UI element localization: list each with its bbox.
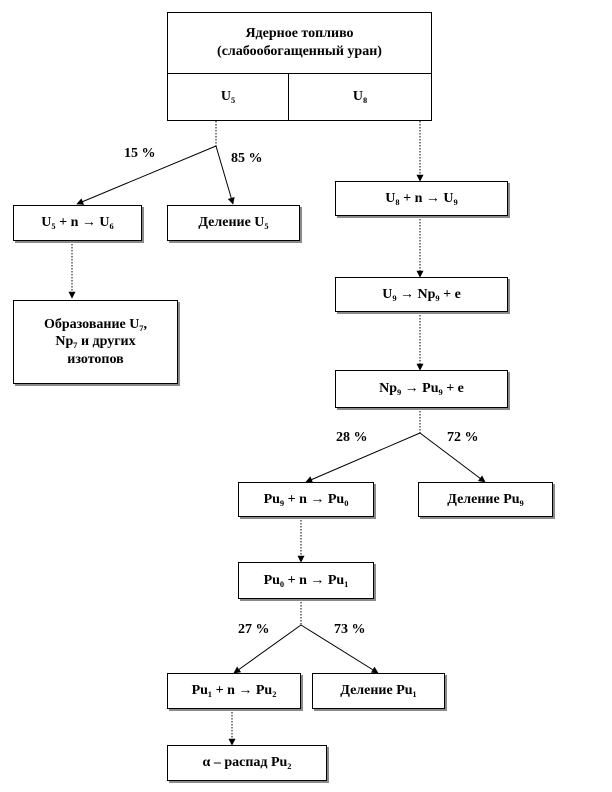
pct-u5-capture: 15 % (124, 146, 156, 161)
pct-pu1-capture: 27 % (238, 622, 270, 637)
u9-decay-box: U₉ → Np₉ + e (335, 277, 508, 312)
pu1-fission-box: Деление Pu₁ (312, 673, 445, 709)
u8-cell: U₈ (288, 73, 432, 121)
u5-capture-box: U₅ + n → U₆ (13, 205, 142, 241)
u5-fission-box: Деление U₅ (167, 205, 300, 241)
pct-u5-fission: 85 % (231, 151, 263, 166)
pu9-fission-box: Деление Pu₉ (418, 482, 553, 517)
pu1-capture-box: Pu₁ + n → Pu₂ (167, 673, 301, 709)
pu2-decay-box: α – распад Pu₂ (167, 745, 327, 781)
fuel-title: Ядерное топливо (слабообогащенный уран) (167, 12, 432, 73)
u5-cell: U₅ (167, 73, 289, 121)
pu9-capture-box: Pu₉ + n → Pu₀ (238, 482, 374, 517)
isotopes-box: Образование U₇, Np₇ и других изотопов (13, 300, 178, 384)
pct-pu9-capture: 28 % (336, 430, 368, 445)
pct-pu9-fission: 72 % (447, 430, 479, 445)
u8-capture-box: U₈ + n → U₉ (335, 181, 508, 216)
np9-decay-box: Np₉ → Pu₉ + e (335, 370, 508, 408)
pu0-capture-box: Pu₀ + n → Pu₁ (238, 562, 374, 599)
pct-pu1-fission: 73 % (334, 622, 366, 637)
